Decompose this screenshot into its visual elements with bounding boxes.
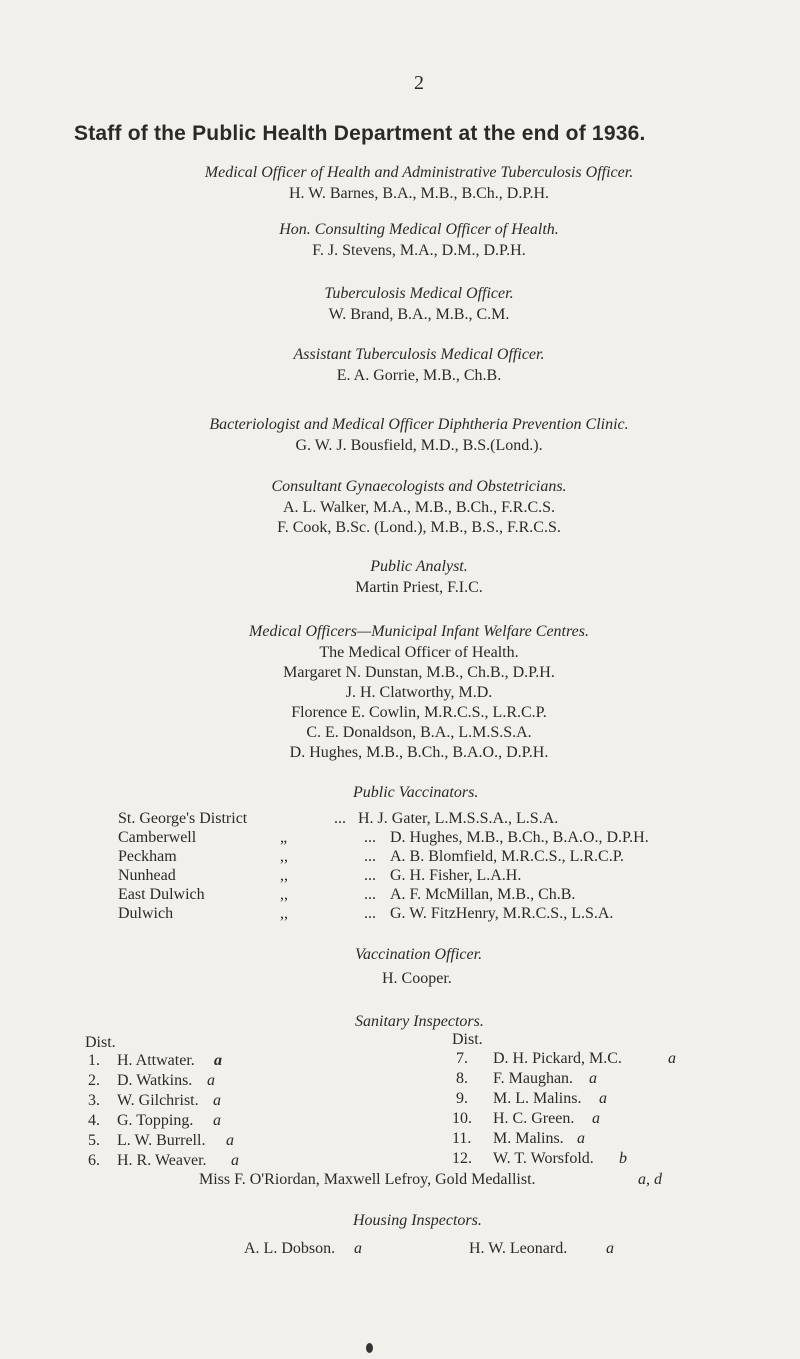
staff-name: D. Hughes, M.B., B.Ch., B.A.O., D.P.H. [289, 744, 549, 761]
leader-dots: ... [364, 905, 376, 922]
section-title: Medical Officers—Municipal Infant Welfare Centres. [249, 623, 589, 640]
staff-name: Margaret N. Dunstan, M.B., Ch.B., D.P.H. [283, 664, 555, 681]
section-tuberculosis-officer [0, 283, 800, 325]
qualification-mark: a [599, 1090, 607, 1107]
inspector-name: L. W. Burrell. [117, 1132, 206, 1149]
qualification-mark: a [214, 1052, 222, 1069]
leader-dots: ... [364, 829, 376, 846]
district-number: 11. [452, 1130, 472, 1147]
inspector-name: F. Maughan. [493, 1070, 574, 1087]
staff-name: The Medical Officer of Health. [319, 644, 519, 661]
district-number: 5. [88, 1132, 100, 1149]
qualification-mark: a [606, 1240, 614, 1257]
inspector-entry [452, 1130, 564, 1148]
vaccinator-name: D. Hughes, M.B., B.Ch., B.A.O., D.P.H. [390, 829, 649, 846]
district-name: Dulwich [118, 905, 174, 922]
district-number: 3. [88, 1092, 100, 1109]
qualification-mark: a [226, 1132, 234, 1149]
dist-label-right: Dist. [452, 1031, 483, 1048]
leader-dots: ... [334, 810, 346, 827]
staff-name: H. W. Barnes, B.A., M.B., B.Ch., D.P.H. [288, 185, 550, 202]
section-title: Public Analyst. [370, 558, 468, 575]
ditto-mark: ,, [280, 848, 288, 865]
inspector-entry [88, 1052, 195, 1070]
qualification-mark: a [207, 1072, 215, 1089]
inspector-name: W. Gilchrist. [117, 1092, 199, 1109]
staff-name: E. A. Gorrie, M.B., Ch.B. [336, 367, 502, 384]
inspector-name: H. R. Weaver. [117, 1152, 207, 1169]
inspector-name: D. H. Pickard, M.C. [493, 1050, 622, 1067]
qualification-mark: a [592, 1110, 600, 1127]
staff-name: Florence E. Cowlin, M.R.C.S., L.R.C.P. [291, 704, 547, 721]
district-number: 1. [88, 1052, 100, 1069]
inspector-entry [88, 1072, 193, 1090]
inspector-entry [88, 1092, 199, 1110]
inspector-name: W. T. Worsfold. [493, 1150, 594, 1167]
inspector-name: M. L. Malins. [493, 1090, 582, 1107]
section-infant-welfare [0, 621, 800, 763]
inspector-entry [88, 1132, 206, 1150]
vaccinator-name: A. B. Blomfield, M.R.C.S., L.R.C.P. [390, 848, 624, 865]
district-name: Nunhead [118, 867, 176, 884]
section-title: Medical Officer of Health and Administrative Tuberculosis Officer. [204, 164, 634, 181]
district-name: East Dulwich [118, 886, 205, 903]
section-title: Assistant Tuberculosis Medical Officer. [293, 346, 545, 363]
qualification-mark: a [668, 1050, 676, 1067]
district-number: 9. [456, 1090, 468, 1107]
ditto-mark: ,, [280, 886, 288, 903]
leader-dots: ... [364, 848, 376, 865]
staff-name: F. Cook, B.Sc. (Lond.), M.B., B.S., F.R.C.S. [277, 519, 561, 536]
inspector-entry [88, 1112, 194, 1130]
vaccinators-title: Public Vaccinators. [353, 784, 479, 801]
inspector-name: H. Attwater. [117, 1052, 195, 1069]
qualification-mark: a [213, 1112, 221, 1129]
district-number: 8. [456, 1070, 468, 1087]
ditto-mark: ,, [280, 867, 288, 884]
inspector-entry [452, 1150, 594, 1168]
staff-name: W. Brand, B.A., M.B., C.M. [328, 306, 510, 323]
district-name: Camberwell [118, 829, 197, 846]
qualification-mark: a [354, 1240, 362, 1257]
staff-name: Martin Priest, F.I.C. [355, 579, 483, 596]
staff-name: F. J. Stevens, M.A., D.M., D.P.H. [312, 242, 526, 259]
district-number: 4. [88, 1112, 100, 1129]
district-number: 12. [452, 1150, 472, 1167]
staff-name: C. E. Donaldson, B.A., L.M.S.S.A. [306, 724, 532, 741]
housing-inspector-name: A. L. Dobson. [244, 1240, 336, 1257]
district-name: Peckham [118, 848, 177, 865]
qualification-mark: b [619, 1150, 627, 1167]
district-number: 7. [456, 1050, 468, 1067]
page-heading: Staff of the Public Health Department at the end of 1936. [74, 122, 646, 145]
district-number: 2. [88, 1072, 100, 1089]
ditto-mark: „ [280, 829, 288, 846]
vaccinator-name: A. F. McMillan, M.B., Ch.B. [390, 886, 576, 903]
inspector-entry [456, 1090, 582, 1108]
inspector-name: H. C. Green. [493, 1110, 575, 1127]
section-title: Consultant Gynaecologists and Obstetricians. [271, 478, 567, 495]
qualification-mark: a [231, 1152, 239, 1169]
inspector-name: D. Watkins. [117, 1072, 193, 1089]
vaccination-officer-title: Vaccination Officer. [355, 946, 483, 963]
page-number: 2 [414, 72, 424, 94]
vaccinator-name: G. W. FitzHenry, M.R.C.S., L.S.A. [390, 905, 614, 922]
inspector-name: M. Malins. [493, 1130, 564, 1147]
housing-title: Housing Inspectors. [353, 1212, 482, 1229]
section-title: Bacteriologist and Medical Officer Diphtheria Prevention Clinic. [209, 416, 629, 433]
qualification-mark: a, d [638, 1171, 662, 1188]
inspector-entry [452, 1110, 575, 1128]
staff-name: G. W. J. Bousfield, M.D., B.S.(Lond.). [295, 437, 543, 454]
ink-spot [366, 1343, 373, 1353]
vaccinator-name: H. J. Gater, L.M.S.S.A., L.S.A. [358, 810, 559, 827]
section-assistant-tuberculosis [0, 344, 800, 386]
section-bacteriologist [0, 414, 800, 456]
district-number: 6. [88, 1152, 100, 1169]
inspector-entry [88, 1152, 207, 1170]
section-medical-officer [0, 162, 800, 204]
section-gynaecologists [0, 476, 800, 538]
vaccinator-name: G. H. Fisher, L.A.H. [390, 867, 522, 884]
district-number: 10. [452, 1110, 472, 1127]
staff-name: A. L. Walker, M.A., M.B., B.Ch., F.R.C.S. [282, 499, 556, 516]
leader-dots: ... [364, 867, 376, 884]
district-name: St. George's District [118, 810, 248, 827]
staff-name: J. H. Clatworthy, M.D. [345, 684, 493, 701]
section-public-analyst [0, 556, 800, 598]
inspector-entry [456, 1050, 622, 1068]
ditto-mark: ,, [280, 905, 288, 922]
inspector-name: G. Topping. [117, 1112, 194, 1129]
qualification-mark: a [213, 1092, 221, 1109]
vaccination-officer-name: H. Cooper. [382, 970, 452, 987]
section-title: Hon. Consulting Medical Officer of Health. [279, 221, 559, 238]
leader-dots: ... [364, 886, 376, 903]
dist-label-left: Dist. [85, 1034, 116, 1051]
qualification-mark: a [589, 1070, 597, 1087]
section-hon-consulting [0, 219, 800, 261]
housing-inspector-name: H. W. Leonard. [469, 1240, 568, 1257]
section-title: Tuberculosis Medical Officer. [324, 285, 514, 302]
extra-inspector-name: Miss F. O'Riordan, Maxwell Lefroy, Gold Medallist. [199, 1171, 536, 1188]
qualification-mark: a [577, 1130, 585, 1147]
sanitary-title: Sanitary Inspectors. [355, 1013, 484, 1030]
inspector-entry [456, 1070, 574, 1088]
